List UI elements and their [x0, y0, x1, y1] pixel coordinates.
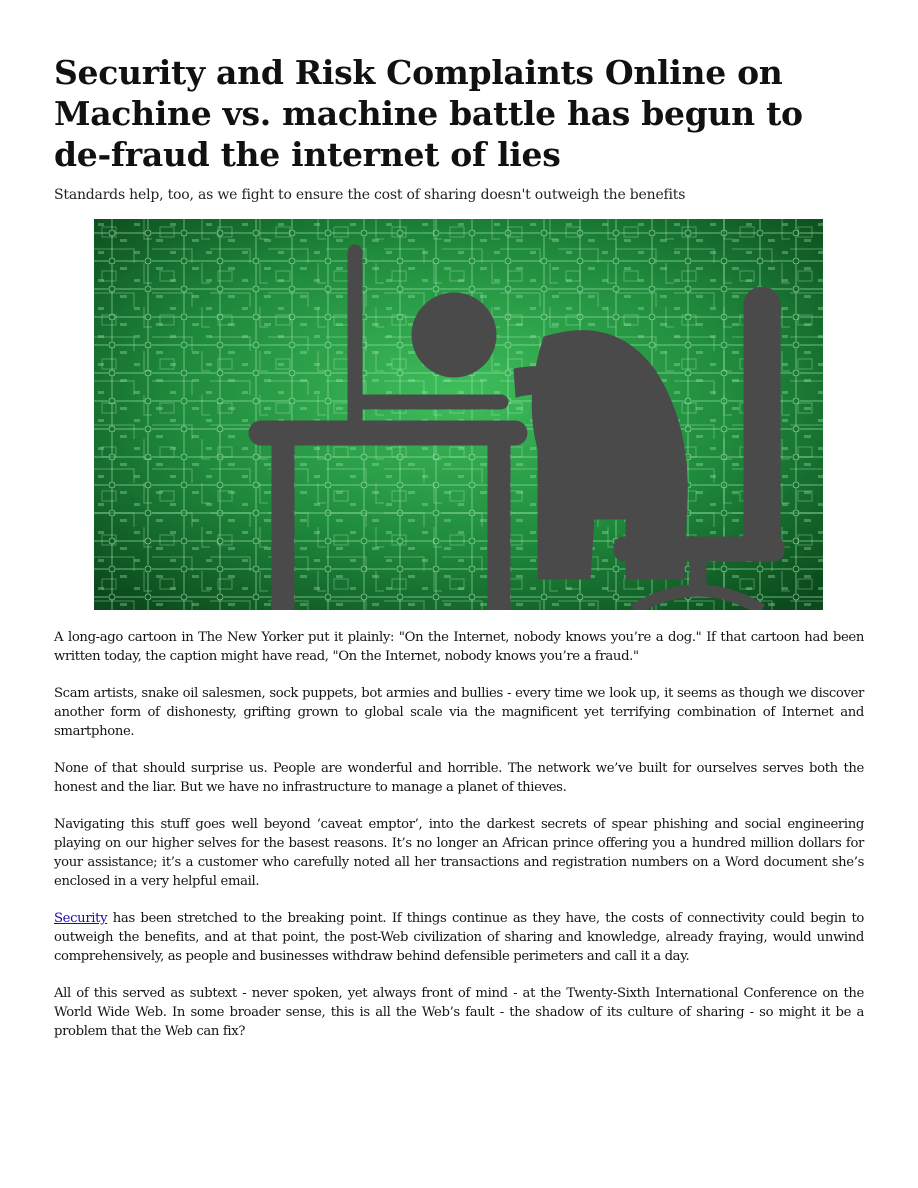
paragraph: Navigating this stuff goes well beyond ‘caveat emptor’, into the darkest secrets of spear phishing and social engineering playing on our higher selves for the basest reasons. It’s no longer an African prince offering you a hundred million dollars for your assistance; it’s a customer who carefully noted all her transactions and registration numbers on a Word document she’s enclosed in a very helpful email. — [54, 817, 864, 889]
security-link[interactable]: Security — [54, 911, 108, 926]
paragraph: A long-ago cartoon in The New Yorker put it plainly: "On the Internet, nobody knows you’re a dog." If that cartoon had been written today, the caption might have read, "On the Internet, nobody knows you’re a fraud." — [54, 630, 864, 664]
paragraph: Scam artists, snake oil salesmen, sock puppets, bot armies and bullies - every time we look up, it seems as though we discover another form of dishonesty, grifting grown to global scale via the magnificent yet terrifying combination of Internet and smartphone. — [54, 686, 864, 739]
article — [54, 52, 864, 1059]
hero-image — [94, 219, 823, 610]
paragraph-security-text: has been stretched to the breaking point. If things continue as they have, the costs of connectivity could begin to outweigh the benefits, and at that point, the post-Web civilization of sharing and knowledge, already fraying, would unwind comprehensively, as people and businesses withdraw behind defensible perimeters and call it a day. — [54, 911, 864, 964]
paragraph: None of that should surprise us. People are wonderful and horrible. The network we’ve built for ourselves serves both the honest and the liar. But we have no infrastructure to manage a planet of thieves. — [54, 761, 864, 795]
article-title: Security and Risk Complaints Online on Machine vs. machine battle has begun to de-fraud the internet of lies — [54, 53, 803, 174]
paragraph-security — [54, 909, 864, 966]
paragraph: All of this served as subtext - never spoken, yet always front of mind - at the Twenty-Sixth International Conference on the World Wide Web. In some broader sense, this is all the Web’s fault - the shadow of its culture of sharing - so might it be a problem that the Web can fix? — [54, 986, 864, 1039]
article-body — [54, 628, 864, 1041]
article-subtitle: Standards help, too, as we fight to ensure the cost of sharing doesn't outweigh the benefits — [54, 187, 686, 203]
